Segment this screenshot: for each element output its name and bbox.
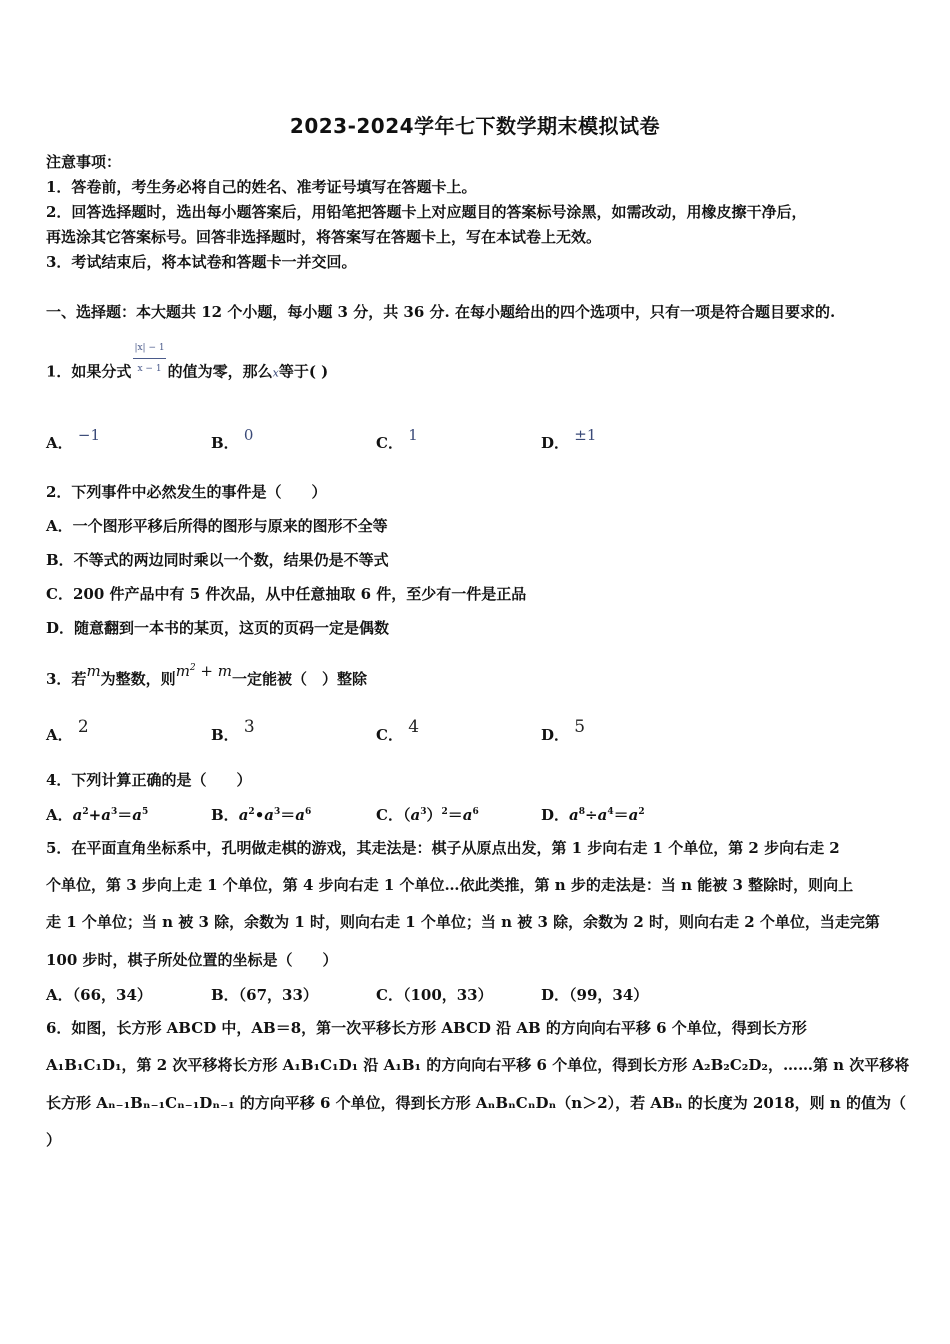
q3-option-b: B． 3	[211, 717, 255, 744]
q3-option-a: A． 2	[46, 717, 89, 744]
q1-option-d: D． ±1	[541, 426, 597, 452]
question-6-line-2: A₁B₁C₁D₁，第 2 次平移将长方形 A₁B₁C₁D₁ 沿 A₁B₁ 的方向向右平移 6 个单位，得到长方形 A₂B₂C₂D₂，……第 n 次平移将	[46, 1056, 910, 1074]
q1-option-a: A． −1	[46, 426, 100, 452]
q3-option-c: C． 4	[376, 717, 420, 744]
q5-option-a: A．（66，34）	[46, 986, 152, 1004]
q5-option-c: C．（100，33）	[376, 986, 493, 1004]
q5-option-d: D．（99，34）	[541, 986, 649, 1004]
q1-prefix: 1．如果分式	[46, 362, 132, 381]
question-4: 4．下列计算正确的是（ ）	[46, 771, 252, 789]
question-6-line-3: 长方形 Aₙ₋₁Bₙ₋₁Cₙ₋₁Dₙ₋₁ 的方向平移 6 个单位，得到长方形 AₙBₙCₙDₙ（n＞2），若 ABₙ 的长度为 2018，则 n 的值为（	[46, 1094, 907, 1112]
q4-option-b: B．$a^2•a^3=a^6$	[211, 806, 312, 824]
q1-option-c: C． 1	[376, 426, 418, 452]
question-5-line-2: 个单位，第 3 步向上走 1 个单位，第 4 步向右走 1 个单位…依此类推，第 n 步的走法是：当 n 能被 3 整除时，则向上	[46, 876, 854, 894]
q3-option-d: D． 5	[541, 717, 586, 744]
q3-expression: $m^2 + m$	[175, 662, 232, 680]
question-5-line-1: 5．在平面直角坐标系中，孔明做走棋的游戏，其走法是：棋子从原点出发，第 1 步向右走 1 个单位，第 2 步向右走 2	[46, 839, 840, 857]
q3-var: m	[86, 662, 101, 680]
question-6-line-1: 6．如图，长方形 ABCD 中，AB＝8，第一次平移长方形 ABCD 沿 AB 的方向向右平移 6 个单位，得到长方形	[46, 1019, 807, 1037]
question-5-line-4: 100 步时，棋子所处位置的坐标是（ ）	[46, 951, 338, 969]
q1-var: x	[272, 366, 279, 380]
q1-fraction-denominator: x − 1	[137, 364, 162, 374]
q3-prefix: 3．若	[46, 670, 87, 688]
q2-option-b: B．不等式的两边同时乘以一个数，结果仍是不等式	[46, 551, 389, 569]
q1-fraction	[133, 338, 165, 379]
notice-item-3: 3．考试结束后，将本试卷和答题卡一并交回。	[46, 253, 357, 271]
question-1	[46, 343, 904, 393]
q5-option-b: B．（67，33）	[211, 986, 318, 1004]
notice-heading: 注意事项：	[46, 153, 122, 171]
notice-item-1: 1．答卷前，考生务必将自己的姓名、准考证号填写在答题卡上。	[46, 178, 477, 196]
q4-option-d: D．$a^8\div a^4=a^2$	[541, 806, 645, 824]
q1-fraction-numerator: |x| − 1	[133, 338, 165, 359]
q1-mid: 的值为零，那么	[167, 362, 273, 381]
question-2: 2．下列事件中必然发生的事件是（ ）	[46, 483, 327, 501]
q4-option-c: C．$(a^3)^2=a^6$	[376, 806, 479, 824]
question-5-line-3: 走 1 个单位；当 n 被 3 除，余数为 1 时，则向右走 1 个单位；当 n 被 3 除，余数为 2 时，则向右走 2 个单位，当走完第	[46, 913, 880, 931]
q2-option-d: D．随意翻到一本书的某页，这页的页码一定是偶数	[46, 619, 390, 637]
notice-item-2b: 再选涂其它答案标号。回答非选择题时，将答案写在答题卡上，写在本试卷上无效。	[46, 228, 602, 246]
question-3	[46, 662, 904, 689]
question-6-line-4: ）	[46, 1131, 62, 1149]
q1-option-b: B． 0	[211, 426, 254, 452]
page-title: 2023-2024学年七下数学期末模拟试卷	[289, 114, 661, 138]
q2-option-c: C．200 件产品中有 5 件次品，从中任意抽取 6 件，至少有一件是正品	[46, 585, 527, 603]
notice-item-2a: 2．回答选择题时，选出每小题答案后，用铅笔把答题卡上对应题目的答案标号涂黑，如需改动，用橡皮擦干净后，	[46, 203, 807, 221]
q1-suffix: 等于( )	[278, 362, 329, 381]
q3-mid: 为整数，则	[100, 670, 176, 688]
q4-option-a: A．$a^2+a^3=a^5$	[46, 806, 149, 824]
section-heading: 一、选择题：本大题共 12 个小题，每小题 3 分，共 36 分. 在每小题给出的四个选项中，只有一项是符合题目要求的.	[46, 303, 836, 321]
q2-option-a: A．一个图形平移后所得的图形与原来的图形不全等	[46, 517, 388, 535]
q3-suffix: 一定能被（ ）整除	[231, 670, 367, 688]
